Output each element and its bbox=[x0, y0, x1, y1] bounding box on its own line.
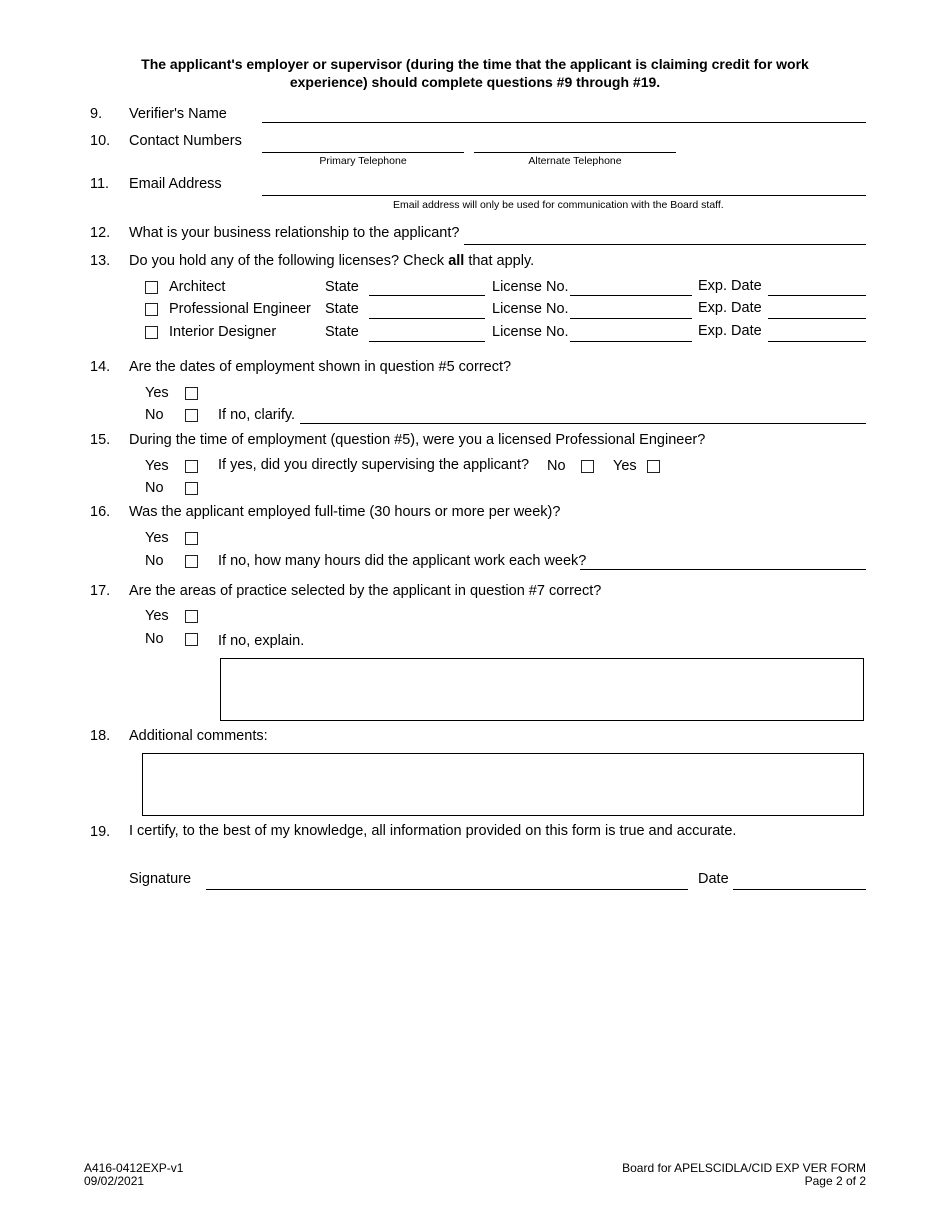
q10-number: 10. bbox=[90, 133, 111, 149]
q16-yes-checkbox[interactable] bbox=[185, 532, 198, 545]
alternate-telephone-caption: Alternate Telephone bbox=[528, 155, 622, 167]
certification-statement: I certify, to the best of my knowledge, all information provided on this form is true and accurate. bbox=[129, 823, 737, 839]
alternate-telephone-field[interactable] bbox=[474, 152, 676, 153]
q14-number: 14. bbox=[90, 359, 111, 375]
architect-state-label: State bbox=[325, 279, 359, 295]
q19-number: 19. bbox=[90, 824, 111, 840]
professional-engineer-checkbox[interactable] bbox=[145, 303, 158, 316]
q15-followup-no-checkbox[interactable] bbox=[581, 460, 594, 473]
q14-clarify-label: If no, clarify. bbox=[218, 407, 296, 423]
q15-followup-label: If yes, did you directly supervising the applicant? bbox=[218, 457, 530, 473]
full-time-question: Was the applicant employed full-time (30 hours or more per week)? bbox=[129, 504, 561, 520]
professional-engineer-exp-field[interactable] bbox=[768, 318, 866, 319]
q17-no-label: No bbox=[145, 631, 164, 647]
board-form-name: Board for APELSCIDLA/CID EXP VER FORM bbox=[622, 1161, 866, 1175]
email-note: Email address will only be used for communication with the Board staff. bbox=[393, 199, 724, 211]
q15-no-label: No bbox=[145, 480, 164, 496]
architect-license-label: License No. bbox=[492, 279, 569, 295]
licensed-pe-question: During the time of employment (question #5), were you a licensed Professional Engineer? bbox=[129, 432, 706, 448]
architect-exp-field[interactable] bbox=[768, 295, 866, 296]
q15-followup-no-label: No bbox=[547, 458, 566, 474]
q14-clarify-field[interactable] bbox=[300, 423, 866, 424]
q15-number: 15. bbox=[90, 432, 111, 448]
architect-state-field[interactable] bbox=[369, 295, 485, 296]
q14-no-label: No bbox=[145, 407, 164, 423]
professional-engineer-license-label: License No. bbox=[492, 301, 569, 317]
architect-exp-label: Exp. Date bbox=[698, 278, 762, 294]
interior-designer-checkbox[interactable] bbox=[145, 326, 158, 339]
q16-hours-field[interactable] bbox=[580, 569, 866, 570]
q16-hours-label: If no, how many hours did the applicant work each week? bbox=[218, 553, 587, 569]
signature-field[interactable] bbox=[206, 889, 688, 890]
form-heading: The applicant's employer or supervisor (during the time that the applicant is claiming credit for work experience) should complete questions #9 through #19. bbox=[141, 56, 809, 90]
q14-no-checkbox[interactable] bbox=[185, 409, 198, 422]
q17-explain-label: If no, explain. bbox=[218, 633, 305, 649]
form-date: 09/02/2021 bbox=[84, 1174, 145, 1188]
dates-correct-question: Are the dates of employment shown in question #5 correct? bbox=[129, 359, 512, 375]
q16-no-label: No bbox=[145, 553, 164, 569]
q11-number: 11. bbox=[90, 176, 110, 192]
interior-designer-exp-field[interactable] bbox=[768, 341, 866, 342]
q14-yes-label: Yes bbox=[145, 385, 169, 401]
interior-designer-label: Interior Designer bbox=[169, 324, 277, 340]
q16-yes-label: Yes bbox=[145, 530, 169, 546]
form-id: A416-0412EXP-v1 bbox=[84, 1161, 184, 1175]
professional-engineer-exp-label: Exp. Date bbox=[698, 300, 762, 316]
licenses-question: Do you hold any of the following licenses? Check all that apply. bbox=[129, 253, 535, 269]
signature-label: Signature bbox=[129, 871, 192, 887]
date-label: Date bbox=[698, 871, 729, 887]
q17-no-checkbox[interactable] bbox=[185, 633, 198, 646]
date-field[interactable] bbox=[733, 889, 866, 890]
primary-telephone-caption: Primary Telephone bbox=[319, 155, 407, 167]
q17-number: 17. bbox=[90, 583, 111, 599]
q15-yes-label: Yes bbox=[145, 458, 169, 474]
primary-telephone-field[interactable] bbox=[262, 152, 464, 153]
architect-license-field[interactable] bbox=[570, 295, 692, 296]
business-relationship-label: What is your business relationship to the applicant? bbox=[129, 225, 460, 241]
interior-designer-license-field[interactable] bbox=[570, 341, 692, 342]
interior-designer-state-label: State bbox=[325, 324, 359, 340]
areas-of-practice-question: Are the areas of practice selected by the applicant in question #7 correct? bbox=[129, 583, 602, 599]
q9-number: 9. bbox=[90, 106, 103, 122]
architect-label: Architect bbox=[169, 279, 226, 295]
q12-number: 12. bbox=[90, 225, 111, 241]
q16-no-checkbox[interactable] bbox=[185, 555, 198, 568]
professional-engineer-license-field[interactable] bbox=[570, 318, 692, 319]
q15-followup-yes-label: Yes bbox=[613, 458, 637, 474]
additional-comments-label: Additional comments: bbox=[129, 728, 268, 744]
email-address-label: Email Address bbox=[129, 176, 222, 192]
q16-number: 16. bbox=[90, 504, 111, 520]
q18-number: 18. bbox=[90, 728, 111, 744]
q15-followup-yes-checkbox[interactable] bbox=[647, 460, 660, 473]
q17-explain-textarea[interactable] bbox=[220, 658, 864, 721]
verifier-name-label: Verifier's Name bbox=[129, 106, 227, 122]
email-address-field[interactable] bbox=[262, 195, 866, 196]
q17-yes-label: Yes bbox=[145, 608, 169, 624]
architect-checkbox[interactable] bbox=[145, 281, 158, 294]
professional-engineer-label: Professional Engineer bbox=[169, 301, 311, 317]
q15-yes-checkbox[interactable] bbox=[185, 460, 198, 473]
q15-no-checkbox[interactable] bbox=[185, 482, 198, 495]
contact-numbers-label: Contact Numbers bbox=[129, 133, 242, 149]
interior-designer-license-label: License No. bbox=[492, 324, 569, 340]
q14-yes-checkbox[interactable] bbox=[185, 387, 198, 400]
verifier-name-field[interactable] bbox=[262, 122, 866, 123]
professional-engineer-state-label: State bbox=[325, 301, 359, 317]
professional-engineer-state-field[interactable] bbox=[369, 318, 485, 319]
business-relationship-field[interactable] bbox=[464, 244, 866, 245]
additional-comments-textarea[interactable] bbox=[142, 753, 864, 816]
interior-designer-exp-label: Exp. Date bbox=[698, 323, 762, 339]
page-number: Page 2 of 2 bbox=[804, 1174, 866, 1188]
q17-yes-checkbox[interactable] bbox=[185, 610, 198, 623]
q13-number: 13. bbox=[90, 253, 111, 269]
interior-designer-state-field[interactable] bbox=[369, 341, 485, 342]
